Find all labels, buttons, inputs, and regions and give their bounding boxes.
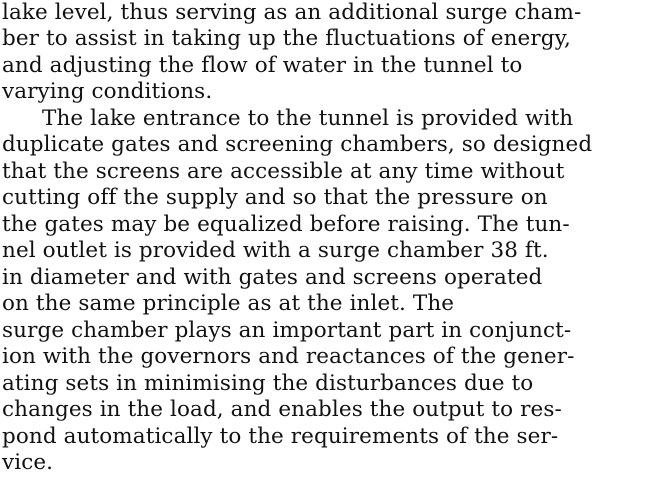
text-line: duplicate gates and screening chambers, so designed	[2, 132, 593, 157]
text-line: varying conditions.	[2, 79, 213, 104]
text-line: ating sets in minimising the disturbances due to	[2, 371, 534, 396]
text-line: vice.	[2, 450, 54, 475]
text-line: in diameter and with gates and screens operated	[2, 265, 543, 290]
paragraph-start-line: The lake entrance to the tunnel is provided with	[42, 106, 574, 131]
text-line: on the same principle as at the inlet. The	[2, 291, 455, 316]
text-line: cutting off the supply and so that the pressure on	[2, 185, 548, 210]
text-line: that the screens are accessible at any time without	[2, 159, 565, 184]
text-line: nel outlet is provided with a surge chamber 38 ft.	[2, 238, 549, 263]
text-line: the gates may be equalized before raising. The tun-	[2, 212, 570, 237]
text-line: changes in the load, and enables the output to res-	[2, 397, 562, 422]
text-line: ion with the governors and reactances of the gener-	[2, 344, 575, 369]
text-line: and adjusting the flow of water in the tunnel to	[2, 53, 523, 78]
text-line: pond automatically to the requirements of the ser-	[2, 424, 559, 449]
text-line: surge chamber plays an important part in conjunct-	[2, 318, 572, 343]
document-page	[2, 0, 644, 490]
text-line: ber to assist in taking up the fluctuations of energy,	[2, 26, 571, 51]
text-line: lake level, thus serving as an additional surge cham-	[2, 0, 582, 25]
